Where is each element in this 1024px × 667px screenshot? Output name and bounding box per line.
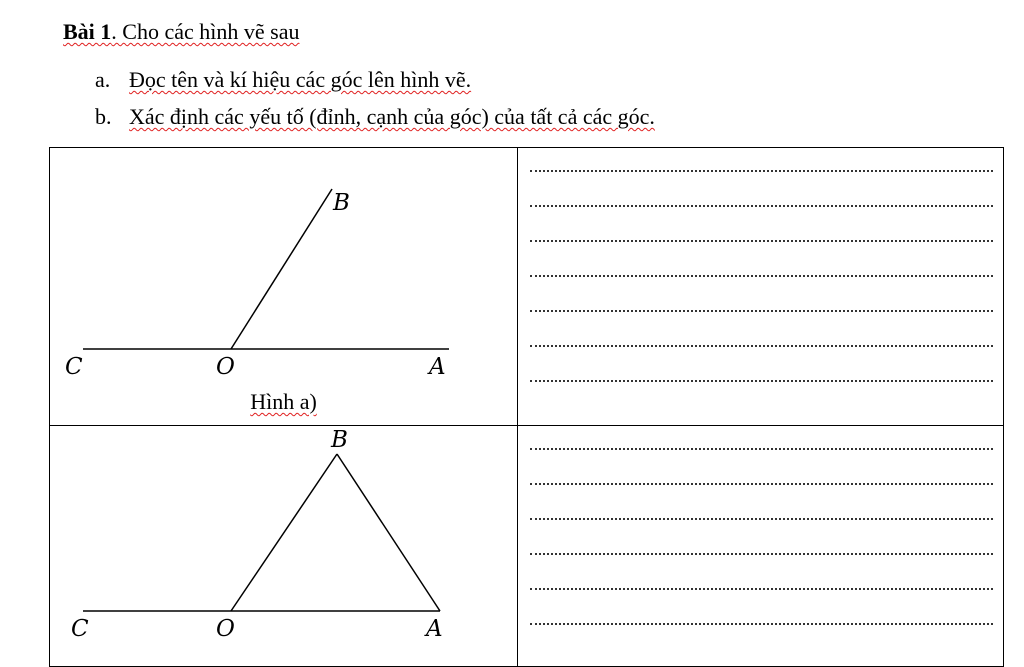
task-a [95,66,471,94]
figure-a-caption: Hình a) [250,389,317,414]
answer-line[interactable] [530,170,993,172]
figure-a-cell [50,148,518,426]
point-label-b: B [333,190,350,216]
answer-line[interactable] [530,588,993,590]
table-row [50,426,1004,667]
answer-cell-b [518,426,1004,667]
point-label-a: A [426,616,443,642]
answer-line[interactable] [530,380,993,382]
answer-line[interactable] [530,483,993,485]
answer-line[interactable] [530,448,993,450]
answer-line[interactable] [530,553,993,555]
point-label-c: C [65,354,83,380]
exercise-title-text: . Cho các hình vẽ sau [111,19,300,44]
answer-line[interactable] [530,205,993,207]
figure-b-diagram [50,426,517,666]
exercise-label: Bài 1 [63,19,112,44]
answer-line[interactable] [530,623,993,625]
point-label-o: O [216,354,235,380]
task-b [95,103,655,131]
point-label-a: A [429,354,446,380]
answer-line[interactable] [530,345,993,347]
point-label-b: B [331,427,348,453]
exercise-title [63,18,299,46]
figure-a-diagram [50,148,517,425]
table-row [50,148,1004,426]
segment-ba [337,454,440,611]
point-label-o: O [216,616,235,642]
figure-b-cell [50,426,518,667]
ray-ob [231,189,332,349]
task-b-text: Xác định các yếu tố (đỉnh, cạnh của góc) của tất cả các góc. [129,104,655,129]
answer-cell-a [518,148,1004,426]
segment-ob [231,454,337,611]
task-a-marker: a. [95,67,111,92]
answer-line[interactable] [530,310,993,312]
answer-line[interactable] [530,275,993,277]
answer-line[interactable] [530,240,993,242]
exercise-table [49,147,1004,667]
task-b-marker: b. [95,104,112,129]
task-a-text: Đọc tên và kí hiệu các góc lên hình vẽ. [129,67,472,92]
point-label-c: C [71,616,89,642]
answer-line[interactable] [530,518,993,520]
